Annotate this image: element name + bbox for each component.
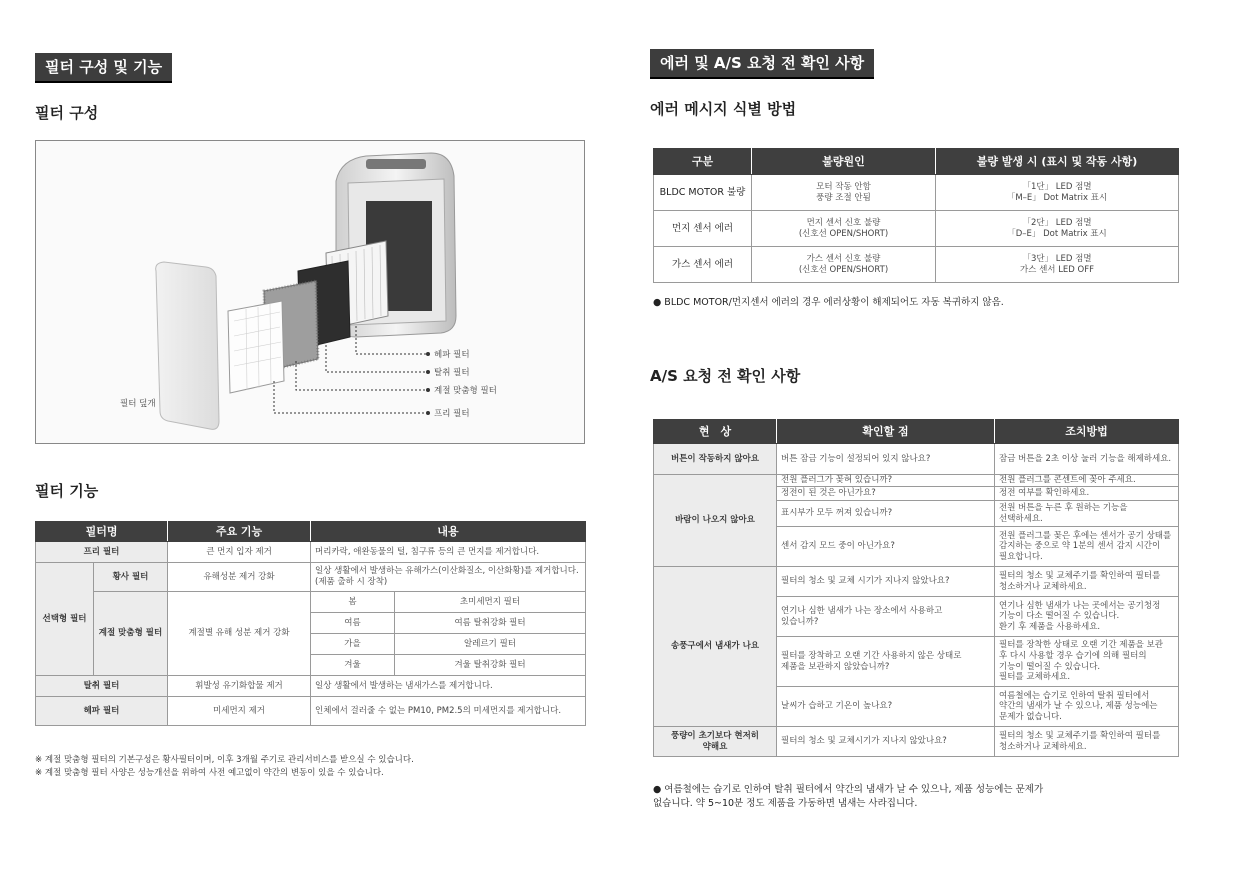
- action-cell: 전원 버튼을 누른 후 원하는 기능을 선택하세요.: [995, 501, 1179, 527]
- action-cell: 필터를 장착한 상태로 오랜 기간 제품을 보관 후 다시 사용할 경우 습기에 의해 필터의 기능이 떨어질 수 있습니다. 필터를 교체하세요.: [995, 637, 1179, 687]
- season-filter-cell: 겨울 탈취강화 필터: [395, 655, 586, 676]
- table-row: [654, 444, 1179, 475]
- pre-filter-shape: [228, 301, 284, 393]
- content-cell: 머리카락, 애완동물의 털, 침구류 등의 큰 먼지를 제거합니다.: [311, 542, 586, 563]
- filter-function-title: 필터 기능: [35, 482, 99, 500]
- check-cell: 표시부가 모두 꺼져 있습니까?: [777, 501, 995, 527]
- season-filter-cell: 알레르기 필터: [395, 634, 586, 655]
- table-row: [654, 567, 1179, 597]
- label-seasonal-filter: 계절 맞춤형 필터: [434, 386, 497, 396]
- error-display-cell: 「2단」 LED 점멸 「D–E」 Dot Matrix 표시: [936, 211, 1179, 247]
- action-cell: 연기나 심한 냄새가 나는 곳에서는 공기청정 기능이 다소 떨어질 수 있습니다. 환기 후 제품을 사용하세요.: [995, 597, 1179, 637]
- label-pre-filter: 프리 필터: [434, 409, 470, 419]
- function-cell: 휘발성 유기화합물 제거: [168, 676, 311, 697]
- action-cell: 정전 여부를 확인하세요.: [995, 487, 1179, 501]
- filter-name-cell: 황사 필터: [94, 563, 168, 592]
- table-row: [36, 676, 586, 697]
- table-row: [654, 475, 1179, 487]
- table-row: [36, 592, 586, 613]
- as-check-title: A/S 요청 전 확인 사항: [650, 367, 801, 385]
- action-cell: 여름철에는 습기로 인하여 탈취 필터에서 약간의 냄새가 날 수 있으나, 제품 성능에는 문제가 없습니다.: [995, 687, 1179, 727]
- function-cell: 큰 먼지 입자 제거: [168, 542, 311, 563]
- check-cell: 전원 플러그가 꽂혀 있습니까?: [777, 475, 995, 487]
- check-cell: 연기나 심한 냄새가 나는 장소에서 사용하고 있습니까?: [777, 597, 995, 637]
- error-type-cell: 먼지 센서 에러: [654, 211, 752, 247]
- check-cell: 버튼 잠금 기능이 설정되어 있지 않나요?: [777, 444, 995, 475]
- selective-filter-cell: 선택형 필터: [36, 563, 94, 676]
- label-hepa-filter: 헤파 필터: [434, 350, 470, 360]
- air-purifier-illustration: [36, 141, 584, 443]
- content-cell: 인체에서 걸러줄 수 없는 PM10, PM2.5의 미세먼지를 제거합니다.: [311, 697, 586, 726]
- col-header-filter-name: 필터명: [36, 522, 168, 542]
- action-cell: 필터의 청소 및 교체주기를 확인하여 필터를 청소하거나 교체하세요.: [995, 727, 1179, 757]
- check-cell: 센서 감지 모드 중이 아닌가요?: [777, 527, 995, 567]
- symptom-cell: 송풍구에서 냄새가 나요: [654, 567, 777, 727]
- error-type-cell: 가스 센서 에러: [654, 247, 752, 283]
- filter-cover-shape: [156, 262, 219, 429]
- error-identification-title: 에러 메시지 식별 방법: [650, 100, 797, 118]
- error-cause-cell: 모터 작동 안함 풍량 조절 안됨: [752, 175, 936, 211]
- check-cell: 필터의 청소 및 교체 시기가 지나지 않았나요?: [777, 567, 995, 597]
- function-cell: 계절별 유해 성분 제거 강화: [168, 592, 311, 676]
- check-cell: 정전이 된 것은 아닌가요?: [777, 487, 995, 501]
- filter-exploded-figure: [35, 140, 585, 444]
- action-cell: 잠금 버튼을 2초 이상 눌러 기능을 해제하세요.: [995, 444, 1179, 475]
- season-filter-cell: 여름 탈취강화 필터: [395, 613, 586, 634]
- section-title-error: 에러 및 A/S 요청 전 확인 사항: [650, 49, 874, 79]
- filter-name-cell: 계절 맞춤형 필터: [94, 592, 168, 676]
- table-row: [36, 563, 586, 592]
- col-header-check: 확인할 점: [777, 420, 995, 444]
- action-cell: 전원 플러그를 콘센트에 꽂아 주세요.: [995, 475, 1179, 487]
- table-row: [36, 697, 586, 726]
- symptom-cell: 풍량이 초기보다 현저히 약해요: [654, 727, 777, 757]
- function-cell: 미세먼지 제거: [168, 697, 311, 726]
- note-line: ※ 계절 맞춤형 필터 사양은 성능개선을 위하여 사전 예고없이 약간의 변동이 있을 수 있습니다.: [35, 767, 384, 778]
- filter-composition-title: 필터 구성: [35, 104, 99, 122]
- table-row: [654, 211, 1179, 247]
- table-row: [654, 247, 1179, 283]
- as-check-table: [653, 419, 1179, 757]
- error-message-table: [653, 148, 1179, 283]
- table-row: [654, 175, 1179, 211]
- check-cell: 날씨가 습하고 기온이 높나요?: [777, 687, 995, 727]
- check-cell: 필터의 청소 및 교체시기가 지나지 않았나요?: [777, 727, 995, 757]
- symptom-cell: 바람이 나오지 않아요: [654, 475, 777, 567]
- table-row: [654, 727, 1179, 757]
- season-cell: 봄: [311, 592, 395, 613]
- season-filter-cell: 초미세먼지 필터: [395, 592, 586, 613]
- check-cell: 필터를 장착하고 오랜 기간 사용하지 않은 상태로 제품을 보관하지 않았습니까?: [777, 637, 995, 687]
- label-deodor-filter: 탈취 필터: [434, 368, 470, 378]
- function-cell: 유해성분 제거 강화: [168, 563, 311, 592]
- content-cell: 일상 생활에서 발생하는 냄새가스를 제거합니다.: [311, 676, 586, 697]
- season-cell: 가을: [311, 634, 395, 655]
- filter-name-cell: 헤파 필터: [36, 697, 168, 726]
- col-header-cause: 불량원인: [752, 149, 936, 175]
- table-row: [36, 542, 586, 563]
- error-cause-cell: 가스 센서 신호 불량 (신호선 OPEN/SHORT): [752, 247, 936, 283]
- symptom-cell: 버튼이 작동하지 않아요: [654, 444, 777, 475]
- season-cell: 여름: [311, 613, 395, 634]
- filter-name-cell: 프리 필터: [36, 542, 168, 563]
- error-display-cell: 「3단」 LED 점멸 가스 센서 LED OFF: [936, 247, 1179, 283]
- error-display-cell: 「1단」 LED 점멸 「M–E」 Dot Matrix 표시: [936, 175, 1179, 211]
- filter-notes: [35, 754, 595, 780]
- col-header-display: 불량 발생 시 (표시 및 작동 사항): [936, 149, 1179, 175]
- section-title-filter: 필터 구성 및 기능: [35, 53, 172, 83]
- col-header-symptom: 현 상: [654, 420, 777, 444]
- col-header-content: 내용: [311, 522, 586, 542]
- action-cell: 전원 플러그를 꽂은 후에는 센서가 공기 상태를 감지하는 중으로 약 1분의 센서 감지 시간이 필요합니다.: [995, 527, 1179, 567]
- error-note: ● BLDC MOTOR/먼지센서 에러의 경우 에러상황이 해제되어도 자동 복귀하지 않음.: [653, 297, 1004, 308]
- error-cause-cell: 먼지 센서 신호 불량 (신호선 OPEN/SHORT): [752, 211, 936, 247]
- col-header-type: 구분: [654, 149, 752, 175]
- action-cell: 필터의 청소 및 교체주기를 확인하여 필터를 청소하거나 교체하세요.: [995, 567, 1179, 597]
- col-header-main-function: 주요 기능: [168, 522, 311, 542]
- bottom-note: ● 여름철에는 습기로 인하여 탈취 필터에서 약간의 냄새가 날 수 있으나, 제품 성능에는 문제가 없습니다. 약 5~10분 정도 제품을 가동하면 냄새는 사라집니다.: [653, 784, 1044, 809]
- content-cell: 일상 생활에서 발생하는 유해가스(이산화질소, 이산화황)를 제거합니다.(제품 출하 시 장착): [311, 563, 586, 592]
- col-header-action: 조치방법: [995, 420, 1179, 444]
- note-line: ※ 계절 맞춤형 필터의 기본구성은 황사필터이며, 이후 3개월 주기로 관리서비스를 받으실 수 있습니다.: [35, 755, 414, 765]
- filter-name-cell: 탈취 필터: [36, 676, 168, 697]
- filter-function-table: [35, 521, 586, 726]
- season-cell: 겨울: [311, 655, 395, 676]
- error-type-cell: BLDC MOTOR 불량: [654, 175, 752, 211]
- label-filter-cover: 필터 덮개: [120, 399, 156, 409]
